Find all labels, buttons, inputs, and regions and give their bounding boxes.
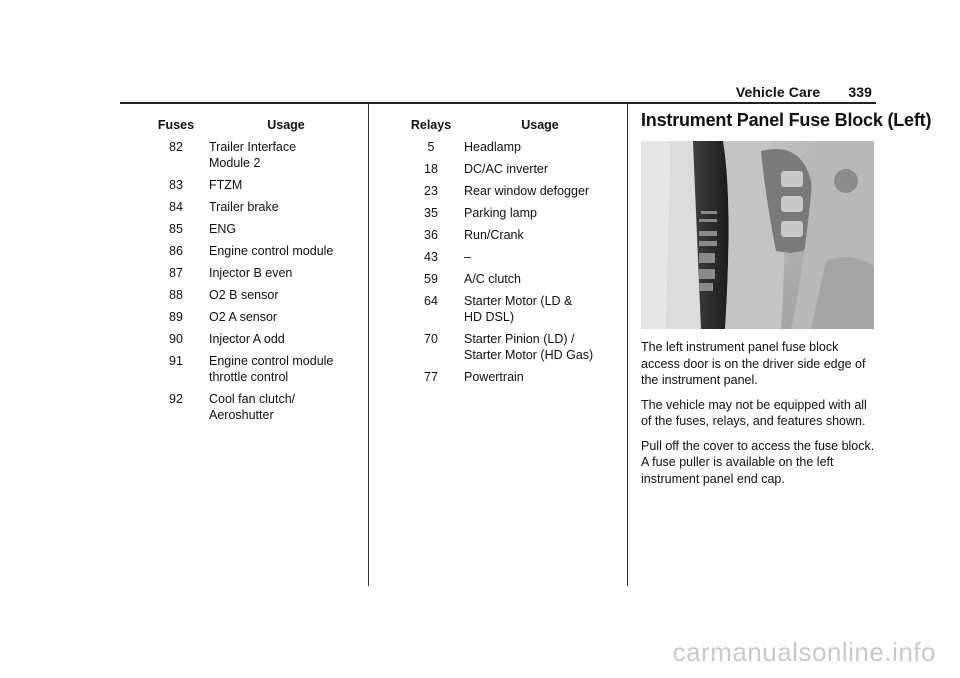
- row-usage: Starter Pinion (LD) / Starter Motor (HD Gas): [464, 332, 594, 362]
- table-row: [143, 331, 363, 347]
- table-row: [398, 369, 616, 385]
- fuses-table-header: [143, 117, 363, 133]
- table-row: [398, 249, 616, 265]
- row-number: 90: [169, 332, 183, 346]
- row-number: 84: [169, 200, 183, 214]
- row-number: 88: [169, 288, 183, 302]
- row-usage: Injector B even: [209, 266, 293, 280]
- row-usage: FTZM: [209, 178, 243, 192]
- row-usage: Cool fan clutch/ Aeroshutter: [209, 392, 296, 422]
- column-divider: [627, 104, 628, 586]
- table-row: [143, 353, 363, 385]
- table-row: [398, 271, 616, 287]
- table-row: [143, 177, 363, 193]
- table-row: [398, 227, 616, 243]
- table-row: [143, 221, 363, 237]
- relays-column-header: Relays: [410, 118, 452, 132]
- table-row: [143, 199, 363, 215]
- table-row: [398, 161, 616, 177]
- row-usage: Engine control module throttle control: [209, 354, 334, 384]
- row-usage: Rear window defogger: [464, 184, 590, 198]
- header-divider: [120, 102, 876, 104]
- table-row: [398, 183, 616, 199]
- row-number: 23: [424, 184, 438, 198]
- row-number: 87: [169, 266, 183, 280]
- table-row: [398, 293, 616, 325]
- row-number: 82: [169, 140, 183, 154]
- relays-rows: [398, 139, 616, 385]
- row-number: 59: [424, 272, 438, 286]
- fuses-table: [143, 117, 363, 429]
- watermark: carmanualsonline.info: [672, 637, 936, 667]
- fuses-rows: [143, 139, 363, 423]
- body-paragraph: The vehicle may not be equipped with all of the fuses, relays, and features shown.: [641, 397, 867, 428]
- column-divider: [368, 104, 369, 586]
- row-usage: DC/AC inverter: [464, 162, 549, 176]
- row-number: 91: [169, 354, 183, 368]
- row-number: 83: [169, 178, 183, 192]
- row-number: 35: [424, 206, 438, 220]
- row-usage: Injector A odd: [209, 332, 285, 346]
- row-usage: O2 A sensor: [209, 310, 278, 324]
- section-title: Instrument Panel Fuse Block (Left): [641, 110, 932, 130]
- row-usage: A/C clutch: [464, 272, 521, 286]
- table-row: [398, 331, 616, 363]
- table-row: [143, 309, 363, 325]
- table-row: [143, 265, 363, 281]
- row-usage: ENG: [209, 222, 237, 236]
- row-number: 85: [169, 222, 183, 236]
- fuse-block-photo: [641, 141, 874, 329]
- section-body: [641, 339, 877, 495]
- fuses-column-header: Fuses: [157, 118, 195, 132]
- table-row: [143, 139, 363, 171]
- relays-table: [398, 117, 616, 391]
- table-row: [143, 391, 363, 423]
- row-number: 92: [169, 392, 183, 406]
- row-number: 43: [424, 250, 438, 264]
- row-number: 70: [424, 332, 438, 346]
- row-number: 64: [424, 294, 438, 308]
- row-usage: –: [464, 250, 471, 264]
- table-row: [398, 205, 616, 221]
- usage-column-header: Usage: [267, 118, 305, 132]
- row-number: 89: [169, 310, 183, 324]
- row-usage: Powertrain: [464, 370, 524, 384]
- body-paragraph: The left instrument panel fuse block access door is on the driver side edge of the instrument panel.: [641, 340, 866, 387]
- row-usage: Parking lamp: [464, 206, 537, 220]
- row-usage: Starter Motor (LD & HD DSL): [464, 294, 573, 324]
- row-number: 77: [424, 370, 438, 384]
- row-usage: O2 B sensor: [209, 288, 279, 302]
- row-number: 36: [424, 228, 438, 242]
- usage-column-header: Usage: [521, 118, 559, 132]
- body-paragraph: Pull off the cover to access the fuse block. A fuse puller is available on the left instrument panel end cap.: [641, 438, 875, 486]
- row-usage: Trailer brake: [209, 200, 279, 214]
- row-usage: Run/Crank: [464, 228, 524, 242]
- section-name: Vehicle Care: [735, 84, 821, 100]
- relays-table-header: [398, 117, 616, 133]
- row-number: 18: [424, 162, 438, 176]
- page-header: [736, 84, 872, 100]
- row-usage: Trailer Interface Module 2: [209, 140, 297, 170]
- row-usage: Engine control module: [209, 244, 334, 258]
- table-row: [143, 287, 363, 303]
- row-number: 5: [427, 140, 435, 154]
- row-usage: Headlamp: [464, 140, 521, 154]
- table-row: [143, 243, 363, 259]
- page-number: 339: [848, 84, 872, 100]
- row-number: 86: [169, 244, 183, 258]
- table-row: [398, 139, 616, 155]
